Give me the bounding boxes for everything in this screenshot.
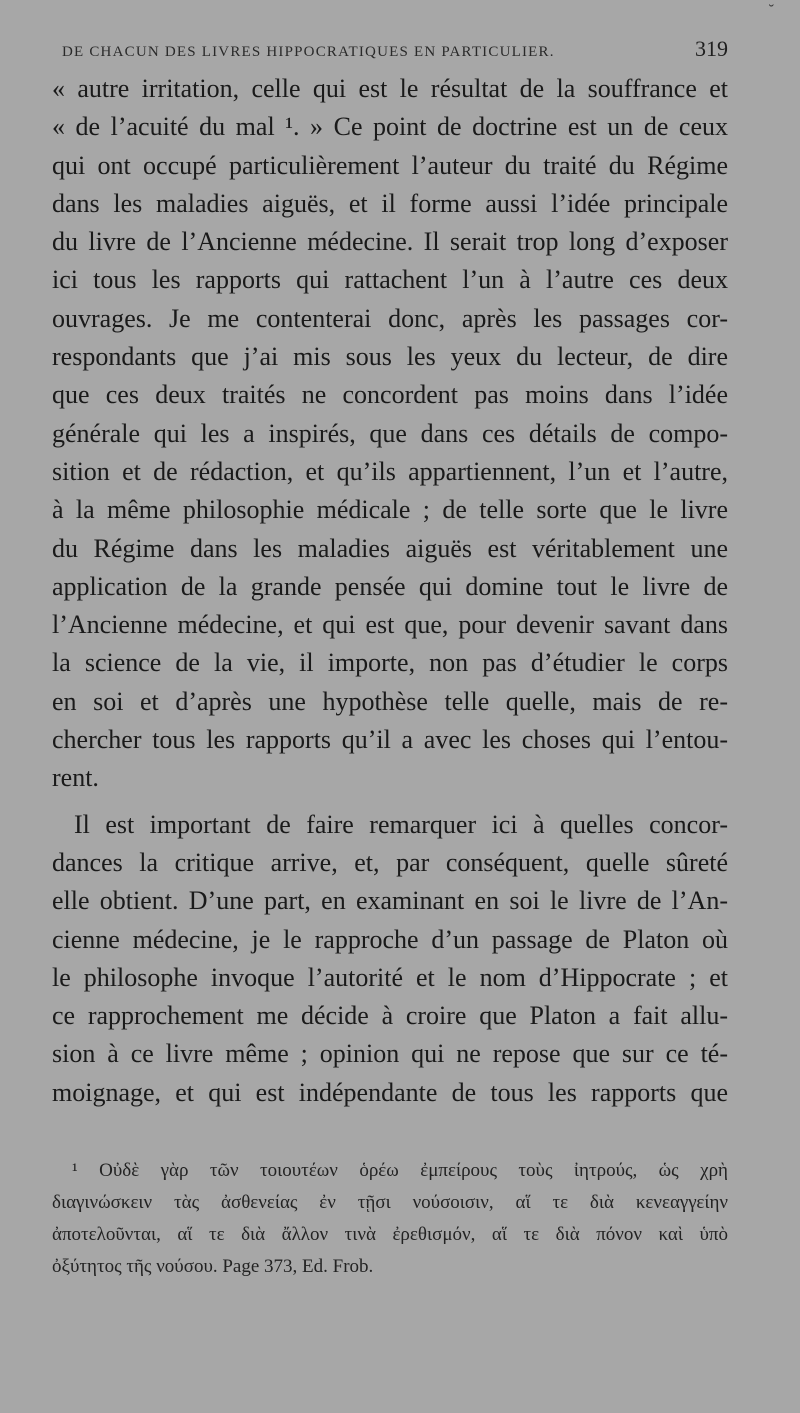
page-number: 319 — [695, 36, 728, 61]
text-line: du livre de l’Ancienne médecine. Il serait trop long d’exposer — [52, 227, 728, 257]
text-line: elle obtient. D’une part, en examinant en soi le livre de l’An- — [52, 886, 728, 916]
text-line: sition et de rédaction, et qu’ils appartiennent, l’un et l’autre, — [52, 456, 728, 486]
text-line: que ces deux traités ne concordent pas moins dans l’idée — [52, 380, 728, 410]
text-line: chercher tous les rapports qu’il a avec les choses qui l’entou- — [52, 725, 728, 755]
text-line: application de la grande pensée qui domine tout le livre de — [52, 571, 728, 601]
body-text — [52, 70, 728, 1112]
text-line: « autre irritation, celle qui est le résultat de la souffrance et — [52, 74, 728, 103]
text-line: ce rapprochement me décide à croire que Platon a fait allu- — [52, 1001, 728, 1031]
text-line: Il est important de faire remarquer ici à quelles concor- — [74, 809, 728, 839]
text-line: « de l’acuité du mal ¹. » Ce point de doctrine est un de ceux — [52, 112, 728, 142]
text-line: rent. — [52, 763, 99, 793]
corner-mark: ˘ — [768, 2, 774, 19]
text-line: dans les maladies aiguës, et il forme aussi l’idée principale — [52, 188, 728, 218]
text-line: le philosophe invoque l’autorité et le nom d’Hippocrate ; et — [52, 962, 728, 992]
text-line: la science de la vie, il importe, non pas d’étudier le corps — [52, 648, 728, 678]
running-header — [62, 36, 728, 66]
text-line: générale qui les a inspirés, que dans ces détails de compo- — [52, 418, 728, 448]
text-line: l’Ancienne médecine, et qui est que, pour devenir savant dans — [52, 610, 728, 640]
footnote — [52, 1155, 728, 1283]
text-line: ouvrages. Je me contenterai donc, après les passages cor- — [52, 303, 728, 333]
text-line: à la même philosophie médicale ; de telle sorte que le livre — [52, 495, 728, 525]
text-line: ici tous les rapports qui rattachent l’un à l’autre ces deux — [52, 265, 728, 295]
text-line: respondants que j’ai mis sous les yeux du lecteur, de dire — [52, 342, 728, 372]
text-line: en soi et d’après une hypothèse telle quelle, mais de re- — [52, 686, 728, 716]
text-line: qui ont occupé particulièrement l’auteur du traité du Régime — [52, 150, 728, 180]
footnote-line: ὀξύτητος τῆς νούσου. Page 373, Ed. Frob. — [52, 1256, 374, 1277]
running-title: DE CHACUN DES LIVRES HIPPOCRATIQUES EN PARTICULIER. — [62, 44, 555, 60]
footnote-line: ¹ Οὐδὲ γὰρ τῶν τοιουτέων ὁρέω ἐμπείρους τοὺς ἰητρούς, ὡς χρὴ — [72, 1160, 728, 1181]
text-line: du Régime dans les maladies aiguës est véritablement une — [52, 533, 728, 563]
footnote-line: ἀποτελοῦνται, αἵ τε διὰ ἄλλον τινὰ ἐρεθισμόν, αἵ τε διὰ πόνον καὶ ὑπὸ — [52, 1224, 728, 1245]
text-line: moignage, et qui est indépendante de tous les rapports que — [52, 1077, 728, 1107]
text-line: dances la critique arrive, et, par conséquent, quelle sûreté — [52, 847, 728, 877]
text-line: sion à ce livre même ; opinion qui ne repose que sur ce té- — [52, 1039, 728, 1069]
footnote-line: διαγινώσκειν τὰς ἀσθενείας ἐν τῇσι νούσοισιν, αἵ τε διὰ κενεαγγείην — [52, 1192, 728, 1213]
text-line: cienne médecine, je le rapproche d’un passage de Platon où — [52, 924, 728, 954]
